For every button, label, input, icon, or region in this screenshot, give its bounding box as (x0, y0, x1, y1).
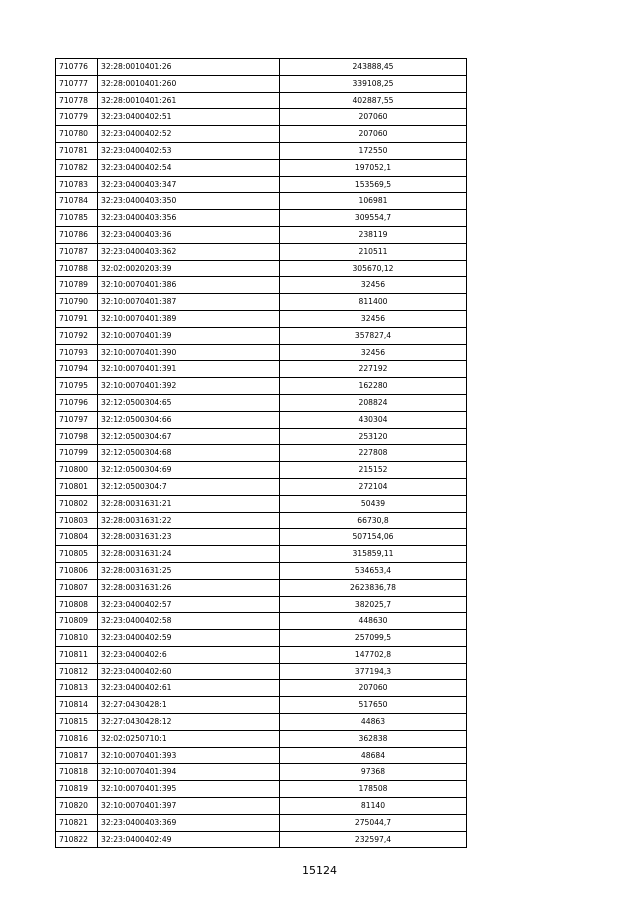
cadastral-number-cell: 32:23:0400402:6 (98, 646, 280, 663)
row-number-cell: 710792 (56, 327, 98, 344)
value-cell: 147702,8 (280, 646, 467, 663)
value-cell: 207060 (280, 126, 467, 143)
cadastral-number-cell: 32:23:0400403:36 (98, 226, 280, 243)
value-cell: 305670,12 (280, 260, 467, 277)
table-row (56, 193, 467, 210)
value-cell: 178508 (280, 781, 467, 798)
value-cell: 44863 (280, 714, 467, 731)
value-cell: 48684 (280, 747, 467, 764)
row-number-cell: 710807 (56, 579, 98, 596)
registry-table (55, 58, 467, 848)
row-number-cell: 710781 (56, 142, 98, 159)
value-cell: 238119 (280, 226, 467, 243)
table-row (56, 294, 467, 311)
table-row (56, 680, 467, 697)
page-number: 15124 (302, 864, 337, 877)
table-row (56, 109, 467, 126)
value-cell: 448630 (280, 613, 467, 630)
table-row (56, 142, 467, 159)
value-cell: 315859,11 (280, 546, 467, 563)
value-cell: 208824 (280, 394, 467, 411)
value-cell: 402887,55 (280, 92, 467, 109)
value-cell: 232597,4 (280, 831, 467, 848)
cadastral-number-cell: 32:12:0500304:65 (98, 394, 280, 411)
cadastral-number-cell: 32:10:0070401:389 (98, 310, 280, 327)
table-row (56, 226, 467, 243)
row-number-cell: 710815 (56, 714, 98, 731)
value-cell: 257099,5 (280, 630, 467, 647)
row-number-cell: 710797 (56, 411, 98, 428)
row-number-cell: 710805 (56, 546, 98, 563)
table-row (56, 462, 467, 479)
cadastral-number-cell: 32:12:0500304:7 (98, 478, 280, 495)
row-number-cell: 710814 (56, 697, 98, 714)
cadastral-number-cell: 32:23:0400402:51 (98, 109, 280, 126)
table-row (56, 814, 467, 831)
value-cell: 430304 (280, 411, 467, 428)
row-number-cell: 710820 (56, 798, 98, 815)
table-row (56, 277, 467, 294)
value-cell: 275044,7 (280, 814, 467, 831)
row-number-cell: 710776 (56, 59, 98, 76)
row-number-cell: 710803 (56, 512, 98, 529)
cadastral-number-cell: 32:23:0400402:49 (98, 831, 280, 848)
table-row (56, 546, 467, 563)
cadastral-number-cell: 32:23:0400402:60 (98, 663, 280, 680)
value-cell: 172550 (280, 142, 467, 159)
table-row (56, 75, 467, 92)
table-row (56, 512, 467, 529)
row-number-cell: 710817 (56, 747, 98, 764)
row-number-cell: 710785 (56, 210, 98, 227)
row-number-cell: 710783 (56, 176, 98, 193)
row-number-cell: 710816 (56, 730, 98, 747)
cadastral-number-cell: 32:10:0070401:395 (98, 781, 280, 798)
cadastral-number-cell: 32:10:0070401:397 (98, 798, 280, 815)
row-number-cell: 710787 (56, 243, 98, 260)
cadastral-number-cell: 32:27:0430428:12 (98, 714, 280, 731)
table-row (56, 243, 467, 260)
table-row (56, 646, 467, 663)
value-cell: 215152 (280, 462, 467, 479)
value-cell: 153569,5 (280, 176, 467, 193)
value-cell: 811400 (280, 294, 467, 311)
table-row (56, 529, 467, 546)
row-number-cell: 710808 (56, 596, 98, 613)
cadastral-number-cell: 32:28:0031631:24 (98, 546, 280, 563)
row-number-cell: 710786 (56, 226, 98, 243)
value-cell: 50439 (280, 495, 467, 512)
value-cell: 66730,8 (280, 512, 467, 529)
cadastral-number-cell: 32:23:0400402:59 (98, 630, 280, 647)
cadastral-number-cell: 32:23:0400403:369 (98, 814, 280, 831)
cadastral-number-cell: 32:12:0500304:66 (98, 411, 280, 428)
row-number-cell: 710821 (56, 814, 98, 831)
table-row (56, 59, 467, 76)
value-cell: 272104 (280, 478, 467, 495)
table-row (56, 781, 467, 798)
row-number-cell: 710811 (56, 646, 98, 663)
table-row (56, 92, 467, 109)
cadastral-number-cell: 32:28:0031631:21 (98, 495, 280, 512)
value-cell: 32456 (280, 310, 467, 327)
table-row (56, 747, 467, 764)
cadastral-number-cell: 32:10:0070401:394 (98, 764, 280, 781)
table-row (56, 798, 467, 815)
row-number-cell: 710799 (56, 445, 98, 462)
table-row (56, 126, 467, 143)
cadastral-number-cell: 32:10:0070401:391 (98, 361, 280, 378)
cadastral-number-cell: 32:23:0400402:58 (98, 613, 280, 630)
cadastral-number-cell: 32:10:0070401:393 (98, 747, 280, 764)
row-number-cell: 710802 (56, 495, 98, 512)
value-cell: 2623836,78 (280, 579, 467, 596)
cadastral-number-cell: 32:28:0010401:261 (98, 92, 280, 109)
row-number-cell: 710777 (56, 75, 98, 92)
value-cell: 309554,7 (280, 210, 467, 227)
value-cell: 162280 (280, 378, 467, 395)
value-cell: 534653,4 (280, 562, 467, 579)
row-number-cell: 710806 (56, 562, 98, 579)
cadastral-number-cell: 32:28:0031631:25 (98, 562, 280, 579)
table-row (56, 310, 467, 327)
cadastral-number-cell: 32:23:0400402:53 (98, 142, 280, 159)
value-cell: 339108,25 (280, 75, 467, 92)
registry-table-body (56, 59, 467, 848)
table-row (56, 663, 467, 680)
value-cell: 362838 (280, 730, 467, 747)
cadastral-number-cell: 32:28:0010401:260 (98, 75, 280, 92)
cadastral-number-cell: 32:23:0400403:356 (98, 210, 280, 227)
cadastral-number-cell: 32:23:0400403:362 (98, 243, 280, 260)
cadastral-number-cell: 32:23:0400403:347 (98, 176, 280, 193)
cadastral-number-cell: 32:12:0500304:68 (98, 445, 280, 462)
value-cell: 227808 (280, 445, 467, 462)
cadastral-number-cell: 32:10:0070401:387 (98, 294, 280, 311)
row-number-cell: 710809 (56, 613, 98, 630)
table-row (56, 831, 467, 848)
cadastral-number-cell: 32:10:0070401:392 (98, 378, 280, 395)
table-row (56, 344, 467, 361)
table-row (56, 378, 467, 395)
cadastral-number-cell: 32:28:0031631:22 (98, 512, 280, 529)
value-cell: 32456 (280, 277, 467, 294)
row-number-cell: 710819 (56, 781, 98, 798)
value-cell: 243888,45 (280, 59, 467, 76)
table-row (56, 714, 467, 731)
cadastral-number-cell: 32:23:0400402:57 (98, 596, 280, 613)
cadastral-number-cell: 32:02:0250710:1 (98, 730, 280, 747)
cadastral-number-cell: 32:27:0430428:1 (98, 697, 280, 714)
row-number-cell: 710813 (56, 680, 98, 697)
value-cell: 207060 (280, 680, 467, 697)
table-row (56, 596, 467, 613)
cadastral-number-cell: 32:10:0070401:39 (98, 327, 280, 344)
row-number-cell: 710818 (56, 764, 98, 781)
table-row (56, 260, 467, 277)
row-number-cell: 710812 (56, 663, 98, 680)
value-cell: 253120 (280, 428, 467, 445)
cadastral-number-cell: 32:23:0400402:52 (98, 126, 280, 143)
value-cell: 357827,4 (280, 327, 467, 344)
value-cell: 197052,1 (280, 159, 467, 176)
row-number-cell: 710793 (56, 344, 98, 361)
value-cell: 97368 (280, 764, 467, 781)
table-row (56, 210, 467, 227)
row-number-cell: 710791 (56, 310, 98, 327)
value-cell: 517650 (280, 697, 467, 714)
row-number-cell: 710822 (56, 831, 98, 848)
cadastral-number-cell: 32:23:0400402:54 (98, 159, 280, 176)
value-cell: 210511 (280, 243, 467, 260)
row-number-cell: 710801 (56, 478, 98, 495)
table-row (56, 730, 467, 747)
table-row (56, 361, 467, 378)
row-number-cell: 710810 (56, 630, 98, 647)
value-cell: 32456 (280, 344, 467, 361)
row-number-cell: 710798 (56, 428, 98, 445)
row-number-cell: 710780 (56, 126, 98, 143)
row-number-cell: 710778 (56, 92, 98, 109)
cadastral-number-cell: 32:28:0031631:26 (98, 579, 280, 596)
cadastral-number-cell: 32:10:0070401:390 (98, 344, 280, 361)
table-row (56, 411, 467, 428)
row-number-cell: 710800 (56, 462, 98, 479)
value-cell: 207060 (280, 109, 467, 126)
row-number-cell: 710796 (56, 394, 98, 411)
table-row (56, 159, 467, 176)
table-row (56, 428, 467, 445)
row-number-cell: 710790 (56, 294, 98, 311)
table-row (56, 495, 467, 512)
cadastral-number-cell: 32:28:0031631:23 (98, 529, 280, 546)
cadastral-number-cell: 32:12:0500304:69 (98, 462, 280, 479)
cadastral-number-cell: 32:28:0010401:26 (98, 59, 280, 76)
table-row (56, 630, 467, 647)
row-number-cell: 710788 (56, 260, 98, 277)
cadastral-number-cell: 32:10:0070401:386 (98, 277, 280, 294)
row-number-cell: 710784 (56, 193, 98, 210)
value-cell: 106981 (280, 193, 467, 210)
table-row (56, 445, 467, 462)
value-cell: 81140 (280, 798, 467, 815)
table-row (56, 697, 467, 714)
cadastral-number-cell: 32:23:0400402:61 (98, 680, 280, 697)
table-row (56, 579, 467, 596)
cadastral-number-cell: 32:02:0020203:39 (98, 260, 280, 277)
value-cell: 382025,7 (280, 596, 467, 613)
row-number-cell: 710795 (56, 378, 98, 395)
table-row (56, 327, 467, 344)
table-row (56, 613, 467, 630)
cadastral-number-cell: 32:12:0500304:67 (98, 428, 280, 445)
value-cell: 377194,3 (280, 663, 467, 680)
table-row (56, 764, 467, 781)
row-number-cell: 710789 (56, 277, 98, 294)
cadastral-number-cell: 32:23:0400403:350 (98, 193, 280, 210)
row-number-cell: 710782 (56, 159, 98, 176)
table-row (56, 562, 467, 579)
table-row (56, 394, 467, 411)
row-number-cell: 710804 (56, 529, 98, 546)
value-cell: 507154,06 (280, 529, 467, 546)
table-row (56, 478, 467, 495)
row-number-cell: 710794 (56, 361, 98, 378)
row-number-cell: 710779 (56, 109, 98, 126)
table-row (56, 176, 467, 193)
value-cell: 227192 (280, 361, 467, 378)
